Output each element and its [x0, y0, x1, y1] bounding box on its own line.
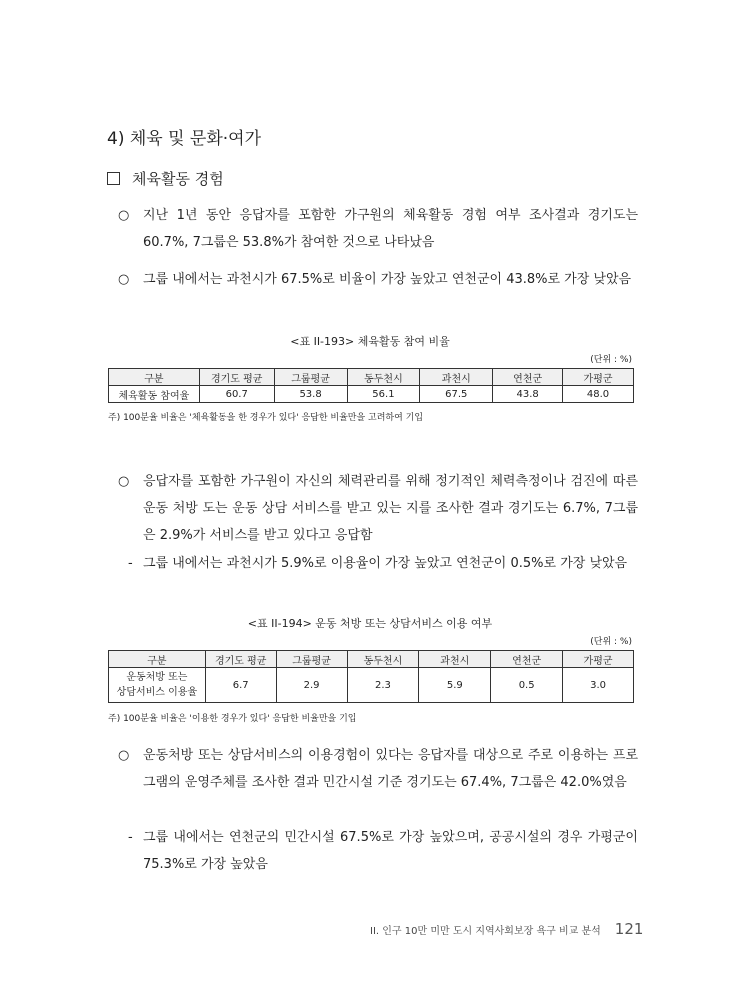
- row-label-line-1: 운동처방 또는: [126, 672, 188, 683]
- table-cell: 6.7: [205, 668, 276, 703]
- table-header-row: [109, 369, 634, 386]
- table-header-row: [109, 651, 634, 668]
- page-footer: [370, 920, 643, 938]
- table-2-note: 주) 100분율 비율은 '이용한 경우가 있다' 응답한 비율만을 기입: [108, 714, 357, 724]
- table-row: [109, 668, 634, 703]
- header-cell: 연천군: [491, 651, 563, 668]
- row-label: [109, 668, 206, 703]
- row-label-line-2: 상담서비스 이용율: [116, 687, 198, 698]
- table-cell: 60.7: [199, 386, 274, 403]
- header-cell: 연천군: [493, 369, 563, 386]
- table-cell: 43.8: [493, 386, 563, 403]
- table-1: [108, 368, 634, 403]
- page-number: 121: [614, 920, 644, 938]
- sub-paragraph-1: [128, 550, 638, 577]
- circle-bullet-icon: ○: [118, 474, 130, 489]
- table-1-unit: (단위 : %): [590, 355, 632, 365]
- header-cell: 경기도 평균: [199, 369, 274, 386]
- header-cell: 그룹평균: [276, 651, 347, 668]
- header-cell: 과천시: [419, 651, 491, 668]
- header-cell: 구분: [109, 369, 200, 386]
- header-cell: 동두천시: [347, 651, 419, 668]
- table-cell: 2.9: [276, 668, 347, 703]
- paragraph-text: 지난 1년 동안 응답자를 포함한 가구원의 체육활동 경험 여부 조사결과 경기도는 60.7%, 7그룹은 53.8%가 참여한 것으로 나타났음: [143, 208, 638, 250]
- table-cell: 5.9: [419, 668, 491, 703]
- subsection-heading: [107, 168, 224, 189]
- table-2: [108, 650, 634, 703]
- paragraph-text: 응답자를 포함한 가구원이 자신의 체력관리를 위해 정기적인 체력측정이나 검진에 따른 운동 처방 도는 운동 상담 서비스를 받고 있는 지를 조사한 결과 경기도는 6.7%, 7그룹은 2.9%가 서비스를 받고 있다고 응답함: [143, 474, 638, 543]
- paragraph-text: 운동처방 또는 상담서비스의 이용경험이 있다는 응답자를 대상으로 주로 이용하는 프로그램의 운영주체를 조사한 결과 민간시설 기준 경기도는 67.4%, 7그룹은 42.0%였음: [143, 748, 638, 790]
- circle-bullet-icon: ○: [118, 272, 130, 287]
- table-cell: 53.8: [274, 386, 347, 403]
- paragraph-4: [118, 742, 638, 796]
- header-cell: 경기도 평균: [205, 651, 276, 668]
- table-cell: 67.5: [420, 386, 493, 403]
- section-title: 4) 체육 및 문화·여가: [107, 129, 262, 149]
- table-cell: 48.0: [563, 386, 634, 403]
- paragraph-2: [118, 266, 638, 293]
- table-cell: 2.3: [347, 668, 419, 703]
- dash-bullet: -: [128, 556, 133, 571]
- footer-text: II. 인구 10만 미만 도시 지역사회보장 욕구 비교 분석: [370, 926, 601, 937]
- sub-paragraph-2: [128, 824, 638, 878]
- subsection-title: 체육활동 경험: [132, 170, 224, 188]
- header-cell: 과천시: [420, 369, 493, 386]
- table-row: [109, 386, 634, 403]
- header-cell: 가평군: [563, 651, 634, 668]
- table-1-note: 주) 100분율 비율은 '체육활동을 한 경우가 있다' 응답한 비율만을 고려하여 기입: [108, 413, 424, 423]
- table-1-caption: <표 II-193> 체육활동 참여 비율: [290, 335, 450, 348]
- circle-bullet-icon: ○: [118, 208, 130, 223]
- paragraph-3: [118, 468, 638, 549]
- table-2-unit: (단위 : %): [590, 637, 632, 647]
- table-cell: 3.0: [563, 668, 634, 703]
- table-cell: 0.5: [491, 668, 563, 703]
- dash-bullet: -: [128, 830, 133, 845]
- paragraph-text: 그룹 내에서는 과천시가 5.9%로 이용율이 가장 높았고 연천군이 0.5%로 가장 낮았음: [143, 556, 628, 571]
- header-cell: 구분: [109, 651, 206, 668]
- paragraph-text: 그룹 내에서는 연천군의 민간시설 67.5%로 가장 높았으며, 공공시설의 경우 가평군이 75.3%로 가장 높았음: [143, 830, 638, 872]
- header-cell: 가평군: [563, 369, 634, 386]
- header-cell: 그룹평균: [274, 369, 347, 386]
- table-cell: 56.1: [347, 386, 420, 403]
- paragraph-1: [118, 202, 638, 256]
- row-label: 체육활동 참여율: [109, 386, 200, 403]
- paragraph-text: 그룹 내에서는 과천시가 67.5%로 비율이 가장 높았고 연천군이 43.8%로 가장 낮았음: [143, 272, 632, 287]
- header-cell: 동두천시: [347, 369, 420, 386]
- circle-bullet-icon: ○: [118, 748, 130, 763]
- table-2-caption: <표 II-194> 운동 처방 또는 상담서비스 이용 여부: [247, 617, 493, 630]
- checkbox-square-icon: [107, 172, 120, 185]
